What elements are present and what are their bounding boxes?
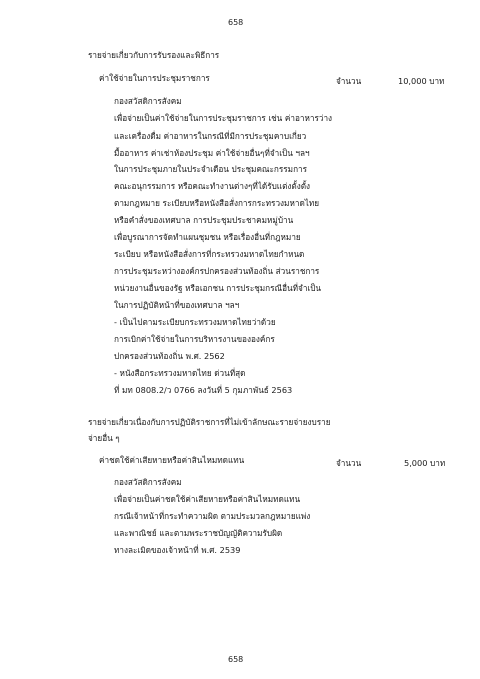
section-heading-continued: จ่ายอื่น ๆ [88,433,120,443]
description-line: และเครื่องดื่ม ค่าอาหารในกรณีที่มีการประชุมคาบเกี่ยว [114,131,307,141]
description-line: เพื่อจ่ายเป็นค่าชดใช้ค่าเสียหายหรือค่าสินไหมทดแทน [114,494,301,504]
section-heading: รายจ่ายเกี่ยวเนื่องกับการปฏิบัติราชการที่ไม่เข้าลักษณะรายจ่ายงบราย [88,417,331,427]
description-line: คณะอนุกรรมการ หรือคณะทำงานต่างๆที่ได้รับแต่งตั้งตั้ง [114,181,311,191]
description-line: - หนังสือกระทรวงมหาดไทย ด่วนที่สุด [114,368,246,378]
description-line: และพาณิชย์ และตามพระราชบัญญัติความรับผิด [114,528,283,538]
agency-name: กองสวัสดิการสังคม [114,96,182,106]
description-line: ระเบียบ หรือหนังสือสั่งการที่กระทรวงมหาดไทยกำหนด [114,249,305,259]
amount-label: จำนวน [336,76,362,86]
description-line: - เป็นไปตามระเบียบกระทรวงมหาดไทยว่าด้วย [114,317,276,327]
agency-name: กองสวัสดิการสังคม [114,477,182,487]
description-line: ทางละเมิดของเจ้าหน้าที่ พ.ศ. 2539 [114,545,241,555]
description-line: ในการปฏิบัติหน้าที่ของเทศบาล ฯลฯ [114,300,240,310]
description-line: ตามกฎหมาย ระเบียบหรือหนังสือสั่งการกระทรวงมหาดไทย [114,198,320,208]
amount-value: 10,000 บาท [398,76,445,86]
description-line: หรือคำสั่งของเทศบาล การประชุมประชาคมหมู่บ้าน [114,215,294,225]
description-line: กรณีเจ้าหน้าที่กระทำความผิด ตามประมวลกฎหมายแพ่ง [114,511,311,521]
description-line: การเบิกค่าใช้จ่ายในการบริหารงานขององค์กร [114,334,275,344]
description-line: หน่วยงานอื่นของรัฐ หรือเอกชน การประชุมกรณีอื่นที่จำเป็น [114,283,322,293]
page-number-top: 658 [228,18,244,27]
amount-label: จำนวน [336,458,362,468]
section-heading: รายจ่ายเกี่ยวกับการรับรองและพิธีการ [88,50,220,60]
description-line: มื้ออาหาร ค่าเช่าห้องประชุม ค่าใช้จ่ายอื่นๆที่จำเป็น ฯลฯ [114,148,310,158]
budget-item-label: ค่าใช้จ่ายในการประชุมราชการ [99,73,210,83]
description-line: ปกครองส่วนท้องถิ่น พ.ศ. 2562 [114,351,225,361]
amount-value: 5,000 บาท [404,458,446,468]
budget-item-label: ค่าชดใช้ค่าเสียหายหรือค่าสินไหมทดแทน [99,455,245,465]
description-line: การประชุมระหว่างองค์กรปกครองส่วนท้องถิ่น ส่วนราชการ [114,266,320,276]
description-line: ที่ มท 0808.2/ว 0766 ลงวันที่ 5 กุมภาพันธ์ 2563 [114,385,293,395]
page-number-bottom: 658 [228,655,244,664]
description-line: ในการประชุมภายในประจำเดือน ประชุมคณะกรรมการ [114,164,308,174]
description-line: เพื่อบูรณาการจัดทำแผนชุมชน หรือเรื่องอื่นที่กฎหมาย [114,232,301,242]
description-line: เพื่อจ่ายเป็นค่าใช้จ่ายในการประชุมราชการ เช่น ค่าอาหารว่าง [114,113,333,123]
